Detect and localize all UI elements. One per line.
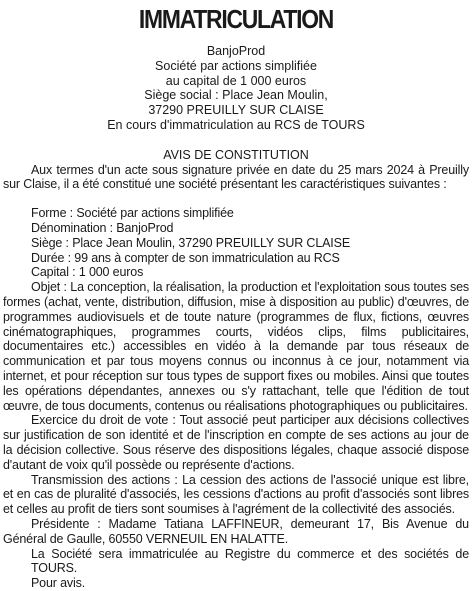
pour-avis: Pour avis. xyxy=(31,576,86,591)
company-facts xyxy=(3,206,469,280)
fact-duree: Durée : 99 ans à compter de son immatriculation au RCS xyxy=(31,250,340,265)
section-title: AVIS DE CONSTITUTION xyxy=(163,147,309,162)
fact-siege: Siège : Place Jean Moulin, 37290 PREUILLY SUR CLAISE xyxy=(31,235,351,250)
share-transfer-paragraph: Transmission des actions : La cession des actions de l'associé unique est libre, et en cas de pluralité d'associés, les cessions d'actions au profit d'associés sont libres et celles au profit de tiers sont soumises à l'agrément de la collectivité des associés. xyxy=(3,472,469,517)
objet-paragraph: Objet : La conception, la réalisation, la production et l'exploitation sous toutes ses formes (achat, vente, distribution, diffusion, mise à disposition au public) d'œuvres, de programmes audiovisuels et de toute nature (programmes de flux, fictions, œuvres cinématographiques, programmes courts, vidéos clips, films publicitaires, documentaires etc.) accessibles en vidéo à la demande par tous réseaux de communication et par tous moyens connus ou inconnus à ce jour, notamment via internet, et pour réception sur tous types de support fixes ou mobiles. Ainsi que toutes les opérations dépendantes, annexes ou s'y rattachant, telle que l'édition de tout œuvre, de tous documents, contenus ou réalisations photographiques ou publicitaires. xyxy=(3,280,469,413)
fact-forme: Forme : Société par actions simplifiée xyxy=(31,206,234,221)
intro-paragraph: Aux termes d'un acte sous signature privée en date du 25 mars 2024 à Preuilly sur Claise, il a été constitué une société présentant les caractéristiques suivantes : xyxy=(3,162,469,192)
company-registration-status: En cours d'immatriculation au RCS de TOURS xyxy=(107,117,365,132)
company-header xyxy=(3,44,469,133)
fact-denomination: Dénomination : BanjoProd xyxy=(31,220,174,235)
voting-rights-paragraph: Exercice du droit de vote : Tout associé peut participer aux décisions collectives sur justification de son identité et de l'inscription en compte de ses actions au jour de la décision collective. Sous réserve des dispositions légales, chaque associé dispose d'autant de voix qu'il possède ou représente d'actions. xyxy=(3,413,469,472)
company-name: BanjoProd xyxy=(206,44,266,58)
company-form: Société par actions simplifiée xyxy=(155,58,317,73)
president-paragraph: Présidente : Madame Tatiana LAFFINEUR, demeurant 17, Bis Avenue du Général de Gaulle, 60550 VERNEUIL EN HALATTE. xyxy=(3,516,469,546)
company-address-street: Siège social : Place Jean Moulin, xyxy=(144,88,328,103)
notice-body xyxy=(3,163,469,591)
notice-title: IMMATRICULATION xyxy=(138,4,334,34)
closing-block xyxy=(3,547,469,591)
company-capital: au capital de 1 000 euros xyxy=(165,73,307,88)
fact-capital: Capital : 1 000 euros xyxy=(31,265,144,280)
registration-statement: La Société sera immatriculée au Registre du commerce et des sociétés de TOURS. xyxy=(31,546,469,576)
company-address-city: 37290 PREUILLY SUR CLAISE xyxy=(148,103,324,118)
